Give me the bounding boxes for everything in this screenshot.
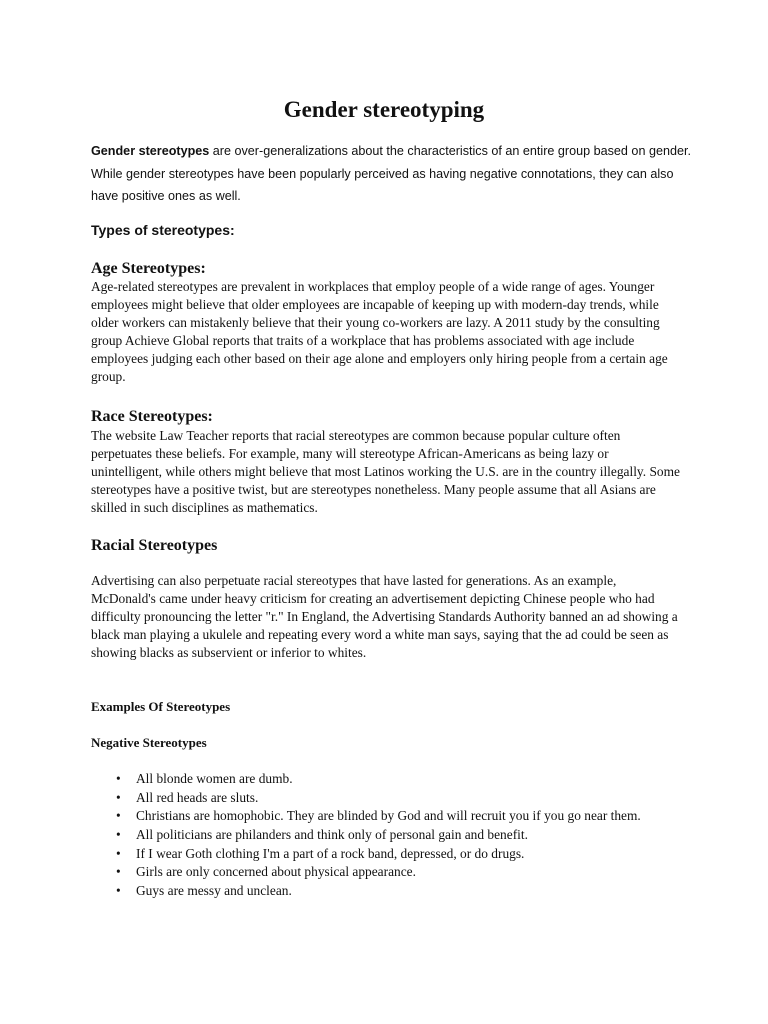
list-item-text: If I wear Goth clothing I'm a part of a rock band, depressed, or do drugs.: [136, 845, 525, 861]
types-heading: Types of stereotypes:: [91, 222, 235, 238]
list-item-text: All red heads are sluts.: [136, 789, 259, 805]
race-paragraph: The website Law Teacher reports that racial stereotypes are common because popular culture often perpetuates these beliefs. For example, many will stereotype African-Americans as being lazy or unintelligent, while others might believe that most Latinos working the U.S. are in the country illegally. Some stereotypes have a positive twist, but are stereotypes nonetheless. Many people assume that all Asians are skilled in such disciplines as mathematics.: [91, 428, 680, 516]
bullet-icon: •: [116, 808, 121, 824]
list-item: [91, 789, 681, 807]
bullet-icon: •: [116, 789, 121, 805]
page-title: Gender stereotyping: [283, 97, 485, 122]
negative-stereotypes-list: [91, 770, 681, 901]
list-item: [91, 807, 681, 825]
list-item: [91, 826, 681, 844]
list-item: [91, 770, 681, 788]
bullet-icon: •: [116, 827, 121, 843]
race-heading: Race Stereotypes:: [91, 408, 213, 425]
bullet-icon: •: [116, 883, 121, 899]
bullet-icon: •: [116, 771, 121, 786]
examples-heading: Examples Of Stereotypes: [91, 699, 231, 714]
age-heading: Age Stereotypes:: [91, 260, 206, 277]
bullet-icon: •: [116, 864, 121, 880]
list-item-text: All blonde women are dumb.: [136, 771, 293, 786]
bullet-icon: •: [116, 845, 121, 861]
racial-heading: Racial Stereotypes: [91, 537, 218, 554]
intro-text: are over-generalizations about the characteristics of an entire group based on gender. While gender stereotypes have been popularly perceived as having negative connotations, they can also have positive ones as well.: [91, 144, 691, 203]
list-item-text: Girls are only concerned about physical appearance.: [136, 864, 416, 880]
age-paragraph: Age-related stereotypes are prevalent in workplaces that employ people of a wide range of ages. Younger employees might believe that older employees are incapable of keeping up with modern-day trends, while older workers can mistakenly believe that their young co-workers are lazy. A 2011 study by the consulting group Achieve Global reports that traits of a workplace that has problems associated with age include employees judging each other based on their age alone and employers only hiring people from a certain age group.: [91, 279, 668, 385]
negative-heading: Negative Stereotypes: [91, 735, 207, 750]
racial-paragraph: Advertising can also perpetuate racial stereotypes that have lasted for generations. As an example, McDonald's came under heavy criticism for creating an advertisement depicting Chinese people who had difficulty pronouncing the letter "r." In England, the Advertising Standards Authority banned an ad showing a black man playing a ukulele and repeating every word a white man says, saying that the ad could be seen as showing blacks as subservient or inferior to whites.: [91, 573, 678, 661]
list-item-text: All politicians are philanders and think only of personal gain and benefit.: [136, 827, 528, 843]
list-item: [91, 882, 681, 900]
list-item: [91, 863, 681, 881]
intro-paragraph: [91, 140, 691, 208]
list-item-text: Christians are homophobic. They are blinded by God and will recruit you if you go near them.: [136, 808, 641, 824]
intro-term: Gender stereotypes: [91, 144, 210, 158]
list-item: [91, 845, 681, 863]
list-item-text: Guys are messy and unclean.: [136, 883, 292, 899]
